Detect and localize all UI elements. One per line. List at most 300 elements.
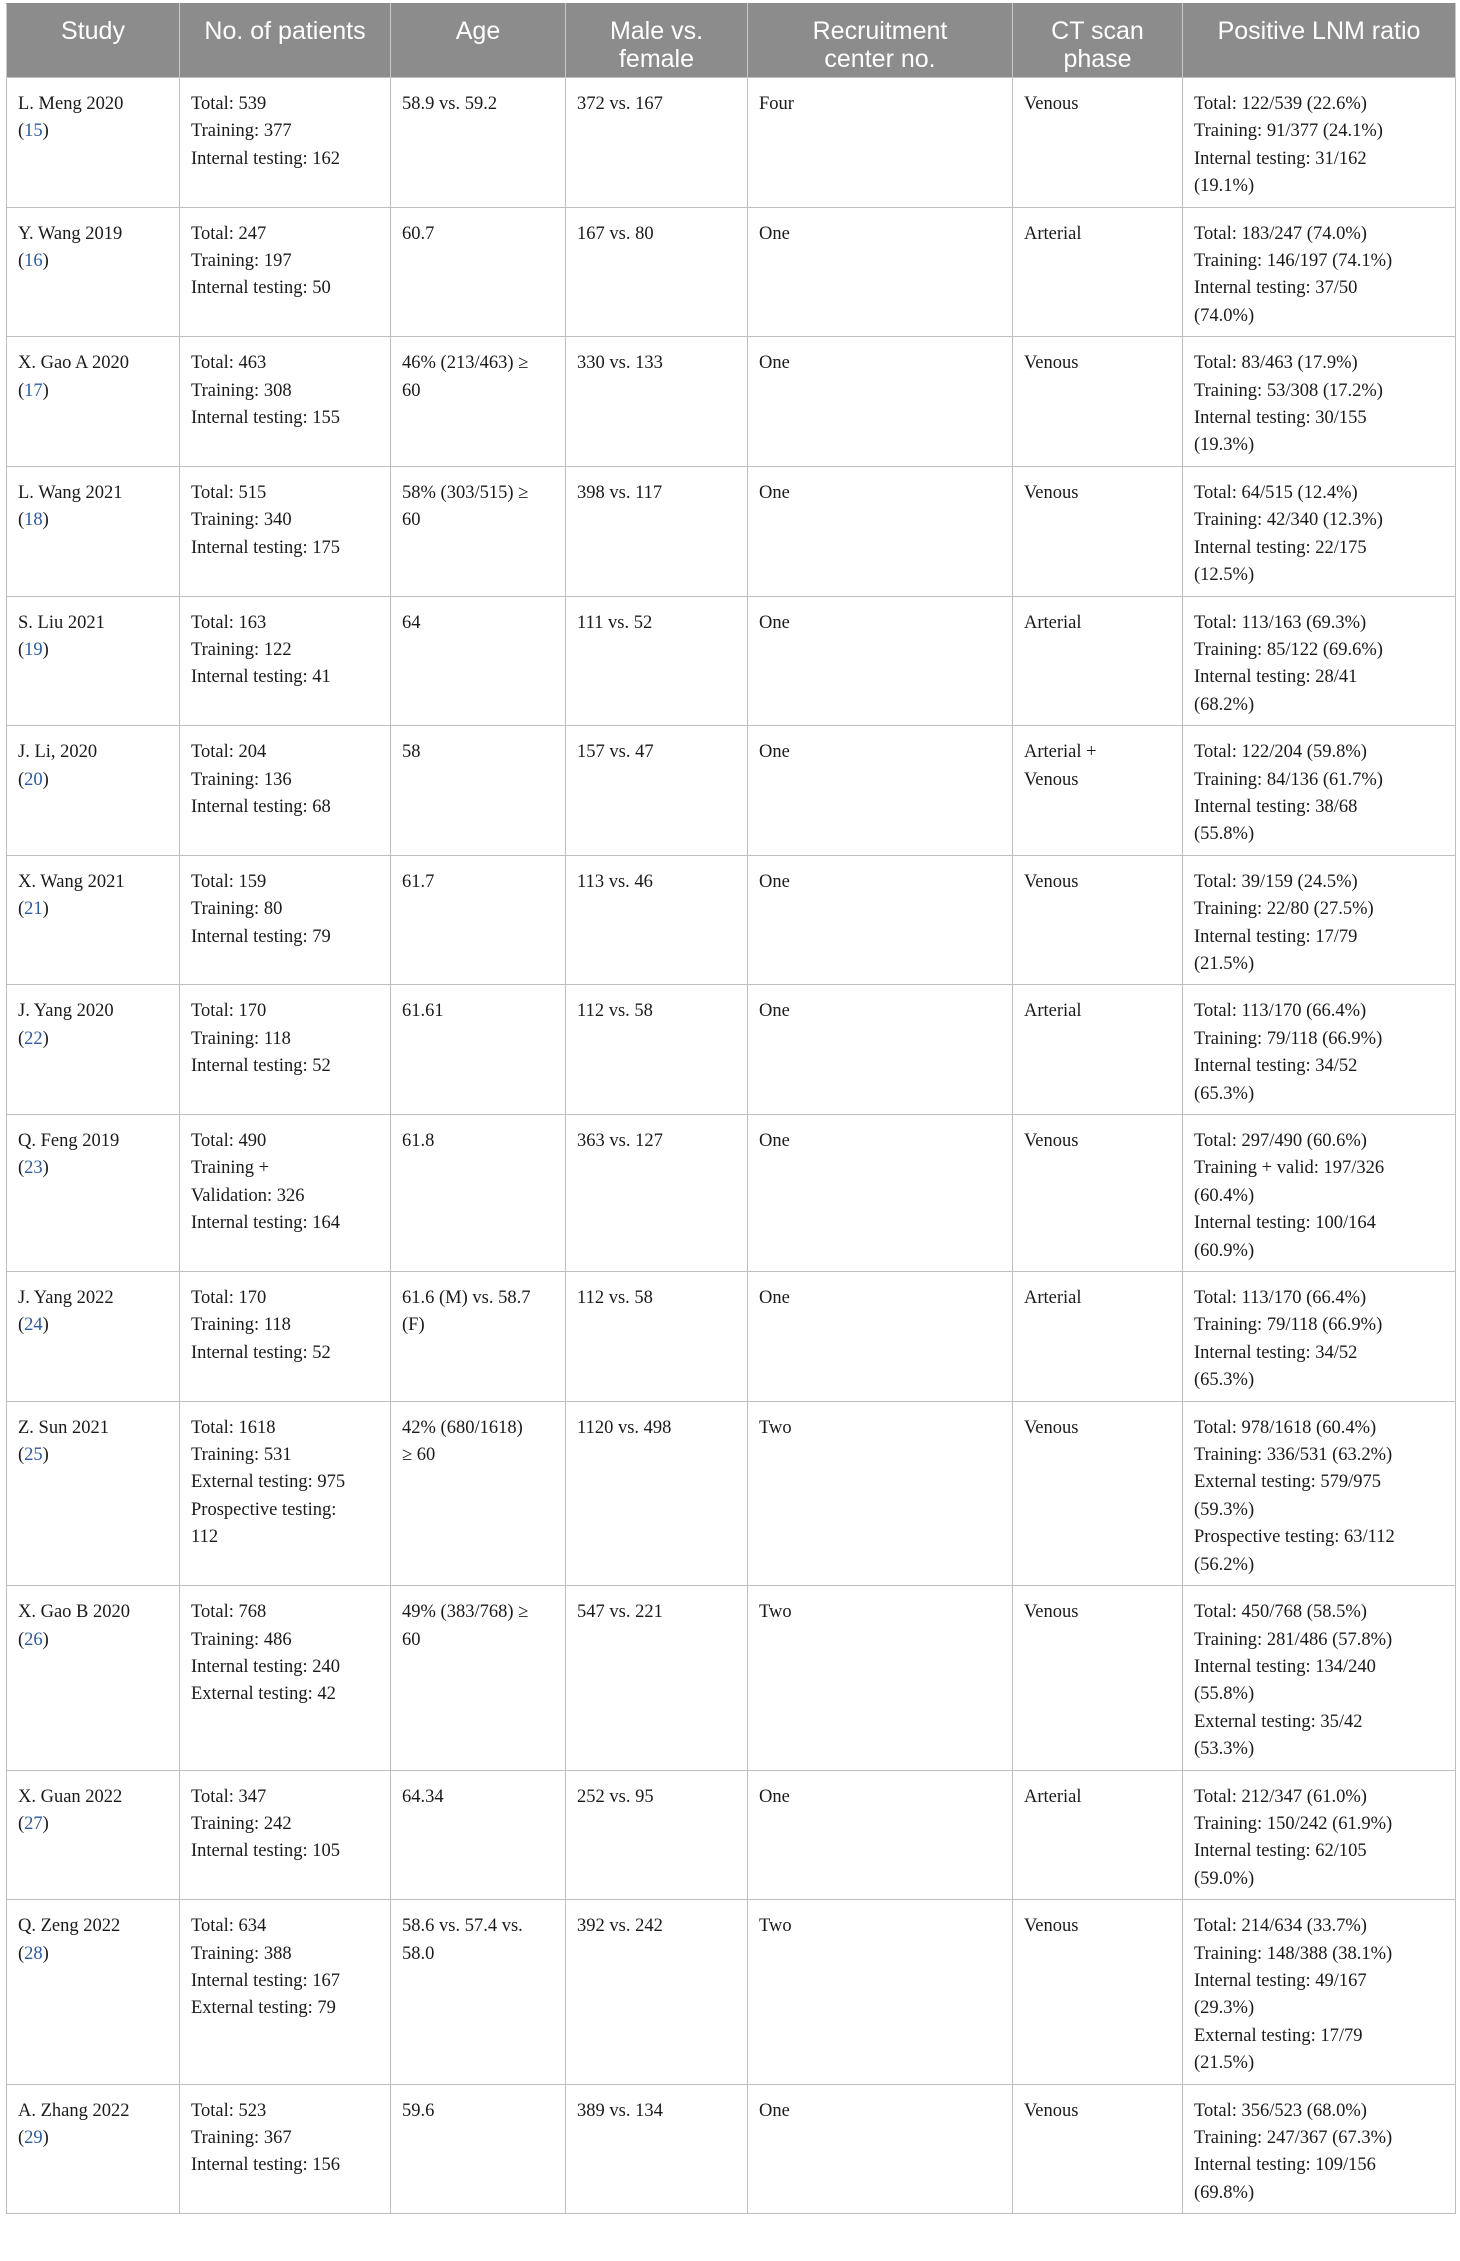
reference-citation: (29) xyxy=(18,2128,49,2148)
cell-patients xyxy=(180,337,391,467)
cell-lnm-line: Internal testing: 134/240 xyxy=(1194,1656,1376,1677)
cell-patients xyxy=(180,985,391,1115)
cell-study xyxy=(7,337,180,467)
study-name: J. Yang 2022 xyxy=(18,1288,114,1309)
cell-age-line: 42% (680/1618) xyxy=(402,1417,523,1438)
header-study xyxy=(7,4,180,78)
cell-patients-line: Internal testing: 41 xyxy=(191,667,331,688)
reference-link[interactable]: 26 xyxy=(24,1629,43,1650)
cell-patients xyxy=(180,207,391,337)
cell-age-line: 61.7 xyxy=(402,871,435,892)
study-name: X. Gao A 2020 xyxy=(18,353,129,374)
table-row xyxy=(7,2084,1456,2214)
cell-sex-line: 389 vs. 134 xyxy=(577,2100,663,2121)
table-row xyxy=(7,1272,1456,1402)
cell-patients-line: Training: 388 xyxy=(191,1943,292,1964)
cell-patients xyxy=(180,1900,391,2084)
cell-lnm-line: (19.1%) xyxy=(1194,176,1255,197)
cell-patients-line: Training: 118 xyxy=(191,1028,291,1049)
reference-link[interactable]: 27 xyxy=(24,1813,43,1834)
table-row xyxy=(7,855,1456,985)
reference-link[interactable]: 19 xyxy=(24,639,43,660)
cell-patients-line: Total: 463 xyxy=(191,353,267,374)
table-row xyxy=(7,1401,1456,1585)
cell-sex xyxy=(566,1115,748,1272)
cell-lnm-line: Training: 53/308 (17.2%) xyxy=(1194,380,1383,401)
cell-sex xyxy=(566,1900,748,2084)
cell-sex-line: 392 vs. 242 xyxy=(577,1916,663,1937)
cell-lnm xyxy=(1183,78,1456,208)
cell-center-line: One xyxy=(759,612,790,633)
cell-lnm-line: Internal testing: 34/52 xyxy=(1194,1342,1358,1363)
table-row xyxy=(7,207,1456,337)
study-name: J. Li, 2020 xyxy=(18,742,98,763)
reference-citation: (24) xyxy=(18,1315,49,1336)
cell-sex xyxy=(566,2084,748,2214)
cell-lnm-line: (55.8%) xyxy=(1194,824,1255,845)
cell-center xyxy=(748,1900,1013,2084)
cell-phase xyxy=(1013,855,1183,985)
cell-patients-line: Total: 539 xyxy=(191,94,267,114)
cell-patients xyxy=(180,78,391,208)
cell-phase-line: Arterial + xyxy=(1024,742,1097,763)
study-characteristics-table xyxy=(6,3,1456,2214)
cell-study xyxy=(7,2084,180,2214)
cell-phase xyxy=(1013,596,1183,726)
cell-patients-line: Training + xyxy=(191,1158,270,1179)
cell-phase xyxy=(1013,985,1183,1115)
header-phase xyxy=(1013,4,1183,78)
reference-link[interactable]: 28 xyxy=(24,1943,43,1964)
cell-center-line: Two xyxy=(759,1417,792,1438)
reference-citation: (21) xyxy=(18,899,49,920)
table-header-row xyxy=(7,4,1456,78)
cell-age-line: 58% (303/515) ≥ xyxy=(402,482,529,503)
cell-study xyxy=(7,726,180,856)
header-label: Positive LNM ratio xyxy=(1217,17,1421,45)
cell-patients-line: Internal testing: 68 xyxy=(191,796,331,817)
cell-patients-line: Total: 247 xyxy=(191,223,267,244)
cell-patients xyxy=(180,1272,391,1402)
cell-patients-line: Training: 377 xyxy=(191,121,292,142)
cell-lnm-line: Training: 84/136 (61.7%) xyxy=(1194,769,1383,790)
reference-citation: (20) xyxy=(18,769,49,790)
cell-patients-line: Total: 159 xyxy=(191,871,267,892)
cell-center-line: One xyxy=(759,353,790,374)
cell-center-line: Four xyxy=(759,94,794,114)
reference-link[interactable]: 17 xyxy=(24,380,43,401)
cell-sex-line: 363 vs. 127 xyxy=(577,1131,663,1151)
cell-lnm-line: Total: 113/170 (66.4%) xyxy=(1194,1288,1367,1309)
cell-lnm-line: Training: 79/118 (66.9%) xyxy=(1194,1315,1383,1336)
cell-age xyxy=(391,1900,566,2084)
cell-patients-line: Total: 170 xyxy=(191,1288,267,1309)
reference-citation: (18) xyxy=(18,510,49,531)
cell-phase xyxy=(1013,726,1183,856)
cell-patients-line: Internal testing: 167 xyxy=(191,1970,340,1991)
cell-patients-line: Internal testing: 52 xyxy=(191,1056,331,1077)
cell-lnm-line: Total: 212/347 (61.0%) xyxy=(1194,1786,1367,1807)
cell-lnm xyxy=(1183,1770,1456,1900)
cell-center xyxy=(748,78,1013,208)
cell-patients-line: Internal testing: 156 xyxy=(191,2155,340,2176)
cell-center xyxy=(748,207,1013,337)
reference-link[interactable]: 16 xyxy=(24,251,43,272)
cell-lnm-line: Total: 39/159 (24.5%) xyxy=(1194,871,1358,892)
study-name: Z. Sun 2021 xyxy=(18,1417,109,1438)
cell-phase xyxy=(1013,1115,1183,1272)
cell-sex-line: 167 vs. 80 xyxy=(577,223,654,244)
header-label: center no. xyxy=(824,45,936,73)
cell-lnm-line: (55.8%) xyxy=(1194,1684,1255,1705)
cell-center xyxy=(748,1401,1013,1585)
cell-lnm-line: Total: 122/539 (22.6%) xyxy=(1194,94,1367,114)
cell-lnm-line: Internal testing: 17/79 xyxy=(1194,926,1358,947)
reference-citation: (23) xyxy=(18,1158,49,1179)
study-table-container xyxy=(6,3,1455,2214)
cell-age-line: 49% (383/768) ≥ xyxy=(402,1602,529,1623)
cell-lnm-line: Internal testing: 34/52 xyxy=(1194,1056,1358,1077)
cell-lnm-line: Internal testing: 49/167 xyxy=(1194,1970,1367,1991)
cell-center xyxy=(748,726,1013,856)
cell-center-line: One xyxy=(759,223,790,244)
cell-lnm-line: (21.5%) xyxy=(1194,953,1255,974)
reference-citation: (15) xyxy=(18,121,49,142)
cell-lnm-line: (60.4%) xyxy=(1194,1185,1255,1206)
cell-patients xyxy=(180,1770,391,1900)
cell-lnm-line: Total: 297/490 (60.6%) xyxy=(1194,1131,1367,1151)
cell-sex xyxy=(566,1272,748,1402)
cell-phase-line: Arterial xyxy=(1024,1786,1082,1807)
cell-lnm-line: Total: 64/515 (12.4%) xyxy=(1194,482,1358,503)
cell-patients-line: Total: 170 xyxy=(191,1001,267,1022)
reference-citation: (22) xyxy=(18,1028,49,1049)
cell-center-line: One xyxy=(759,482,790,503)
cell-sex-line: 157 vs. 47 xyxy=(577,742,654,763)
cell-lnm-line: Prospective testing: 63/112 xyxy=(1194,1527,1395,1548)
cell-patients-line: 112 xyxy=(191,1527,219,1548)
table-row xyxy=(7,337,1456,467)
cell-lnm xyxy=(1183,726,1456,856)
cell-age xyxy=(391,337,566,467)
cell-lnm xyxy=(1183,1586,1456,1770)
cell-sex xyxy=(566,1770,748,1900)
cell-phase-line: Venous xyxy=(1024,1417,1079,1438)
cell-age xyxy=(391,1770,566,1900)
cell-phase-line: Venous xyxy=(1024,1602,1079,1623)
header-center xyxy=(748,4,1013,78)
cell-lnm-line: Internal testing: 31/162 xyxy=(1194,148,1367,169)
header-label: Recruitment xyxy=(812,17,948,45)
cell-age-line: 58.0 xyxy=(402,1943,435,1964)
cell-lnm-line: Training: 146/197 (74.1%) xyxy=(1194,251,1393,272)
cell-age xyxy=(391,2084,566,2214)
cell-lnm-line: Training: 336/531 (63.2%) xyxy=(1194,1445,1393,1466)
cell-center-line: One xyxy=(759,2100,790,2121)
table-row xyxy=(7,1900,1456,2084)
cell-phase xyxy=(1013,1401,1183,1585)
cell-lnm-line: Internal testing: 109/156 xyxy=(1194,2155,1376,2176)
cell-lnm-line: (56.2%) xyxy=(1194,1554,1255,1575)
cell-study xyxy=(7,207,180,337)
table-row xyxy=(7,1586,1456,1770)
cell-center xyxy=(748,985,1013,1115)
cell-lnm-line: Training: 150/242 (61.9%) xyxy=(1194,1813,1393,1834)
cell-phase xyxy=(1013,2084,1183,2214)
cell-center xyxy=(748,337,1013,467)
cell-lnm xyxy=(1183,1900,1456,2084)
reference-citation: (17) xyxy=(18,380,49,401)
table-body xyxy=(7,78,1456,2214)
cell-age-line: 60.7 xyxy=(402,223,435,244)
cell-sex xyxy=(566,596,748,726)
cell-patients-line: Total: 347 xyxy=(191,1786,267,1807)
cell-lnm xyxy=(1183,1401,1456,1585)
cell-center xyxy=(748,2084,1013,2214)
cell-lnm-line: Internal testing: 37/50 xyxy=(1194,278,1358,299)
cell-lnm-line: (59.3%) xyxy=(1194,1499,1255,1520)
cell-sex-line: 252 vs. 95 xyxy=(577,1786,654,1807)
cell-center-line: Two xyxy=(759,1916,792,1937)
cell-sex-line: 547 vs. 221 xyxy=(577,1602,663,1623)
reference-link[interactable]: 22 xyxy=(24,1028,43,1049)
cell-patients-line: Total: 490 xyxy=(191,1131,267,1151)
cell-patients-line: Total: 634 xyxy=(191,1916,267,1937)
cell-phase-line: Arterial xyxy=(1024,223,1082,244)
cell-center xyxy=(748,466,1013,596)
cell-center xyxy=(748,1115,1013,1272)
cell-lnm xyxy=(1183,985,1456,1115)
cell-lnm-line: Internal testing: 100/164 xyxy=(1194,1213,1376,1234)
cell-lnm-line: (19.3%) xyxy=(1194,435,1255,456)
cell-study xyxy=(7,1115,180,1272)
reference-link[interactable]: 25 xyxy=(24,1445,43,1466)
reference-link[interactable]: 15 xyxy=(24,121,43,142)
reference-citation: (25) xyxy=(18,1445,49,1466)
study-name: Y. Wang 2019 xyxy=(18,223,123,244)
study-name: X. Guan 2022 xyxy=(18,1786,123,1807)
cell-phase xyxy=(1013,1272,1183,1402)
cell-patients-line: Training: 367 xyxy=(191,2128,292,2148)
cell-patients-line: Internal testing: 155 xyxy=(191,408,340,429)
header-age xyxy=(391,4,566,78)
header-lnm xyxy=(1183,4,1456,78)
cell-patients xyxy=(180,466,391,596)
cell-study xyxy=(7,78,180,208)
cell-patients-line: Internal testing: 164 xyxy=(191,1213,340,1234)
cell-sex-line: 112 vs. 58 xyxy=(577,1288,653,1309)
cell-age xyxy=(391,985,566,1115)
study-name: Q. Zeng 2022 xyxy=(18,1916,121,1937)
cell-lnm-line: Internal testing: 22/175 xyxy=(1194,537,1367,558)
cell-lnm-line: (65.3%) xyxy=(1194,1370,1255,1391)
cell-center xyxy=(748,1272,1013,1402)
cell-lnm-line: Total: 113/163 (69.3%) xyxy=(1194,612,1367,633)
cell-lnm-line: Total: 214/634 (33.7%) xyxy=(1194,1916,1367,1937)
cell-patients-line: Training: 486 xyxy=(191,1629,292,1650)
cell-center-line: One xyxy=(759,1288,790,1309)
header-label: Study xyxy=(61,17,125,45)
study-name: L. Wang 2021 xyxy=(18,482,123,503)
cell-sex-line: 1120 vs. 498 xyxy=(577,1417,672,1438)
cell-sex-line: 398 vs. 117 xyxy=(577,482,663,503)
cell-patients-line: External testing: 975 xyxy=(191,1472,346,1493)
cell-lnm xyxy=(1183,1115,1456,1272)
cell-center xyxy=(748,855,1013,985)
cell-age-line: 60 xyxy=(402,510,421,531)
cell-center-line: One xyxy=(759,742,790,763)
cell-sex-line: 330 vs. 133 xyxy=(577,353,663,374)
cell-lnm-line: Total: 450/768 (58.5%) xyxy=(1194,1602,1367,1623)
cell-age-line: (F) xyxy=(402,1315,425,1336)
table-row xyxy=(7,78,1456,208)
cell-sex xyxy=(566,985,748,1115)
reference-citation: (16) xyxy=(18,251,49,272)
cell-patients xyxy=(180,1586,391,1770)
cell-phase-line: Venous xyxy=(1024,871,1079,892)
cell-age xyxy=(391,596,566,726)
cell-age xyxy=(391,855,566,985)
reference-link[interactable]: 18 xyxy=(24,510,43,531)
cell-lnm xyxy=(1183,596,1456,726)
header-label: CT scan xyxy=(1051,17,1144,45)
cell-phase-line: Venous xyxy=(1024,1916,1079,1937)
cell-patients-line: Internal testing: 52 xyxy=(191,1342,331,1363)
cell-center xyxy=(748,1770,1013,1900)
cell-age-line: 60 xyxy=(402,380,421,401)
cell-sex xyxy=(566,1586,748,1770)
cell-sex xyxy=(566,78,748,208)
cell-phase-line: Venous xyxy=(1024,94,1079,114)
cell-study xyxy=(7,596,180,726)
cell-patients-line: Internal testing: 50 xyxy=(191,278,331,299)
reference-link[interactable]: 29 xyxy=(24,2128,43,2148)
cell-lnm-line: (65.3%) xyxy=(1194,1083,1255,1104)
cell-center-line: Two xyxy=(759,1602,792,1623)
cell-lnm-line: Internal testing: 62/105 xyxy=(1194,1841,1367,1862)
cell-patients-line: Training: 242 xyxy=(191,1813,292,1834)
cell-sex-line: 372 vs. 167 xyxy=(577,94,663,114)
cell-age xyxy=(391,1586,566,1770)
cell-patients-line: Internal testing: 105 xyxy=(191,1841,340,1862)
cell-patients-line: Prospective testing: xyxy=(191,1499,337,1520)
cell-study xyxy=(7,1900,180,2084)
cell-lnm-line: Internal testing: 38/68 xyxy=(1194,796,1358,817)
reference-citation: (27) xyxy=(18,1813,49,1834)
cell-lnm-line: (74.0%) xyxy=(1194,305,1255,326)
cell-lnm-line: Training: 148/388 (38.1%) xyxy=(1194,1943,1393,1964)
reference-citation: (26) xyxy=(18,1629,49,1650)
cell-patients-line: Total: 515 xyxy=(191,482,267,503)
reference-link[interactable]: 20 xyxy=(24,769,43,790)
cell-center-line: One xyxy=(759,1131,790,1151)
header-label: female xyxy=(618,45,695,73)
table-row xyxy=(7,985,1456,1115)
header-sex xyxy=(566,4,748,78)
cell-age xyxy=(391,207,566,337)
cell-center xyxy=(748,596,1013,726)
cell-lnm-line: Internal testing: 30/155 xyxy=(1194,408,1367,429)
cell-patients xyxy=(180,1401,391,1585)
cell-patients-line: Training: 136 xyxy=(191,769,292,790)
cell-center-line: One xyxy=(759,1001,790,1022)
cell-age xyxy=(391,78,566,208)
header-label: Male vs. xyxy=(609,17,704,45)
cell-age-line: 58 xyxy=(402,742,421,763)
cell-patients-line: External testing: 79 xyxy=(191,1998,336,2019)
header-label: phase xyxy=(1063,45,1132,73)
cell-phase-line: Venous xyxy=(1024,1131,1079,1151)
cell-patients-line: Internal testing: 79 xyxy=(191,926,331,947)
cell-patients xyxy=(180,855,391,985)
cell-age-line: 58.9 vs. 59.2 xyxy=(402,94,498,114)
study-name: X. Wang 2021 xyxy=(18,871,125,892)
cell-age xyxy=(391,1272,566,1402)
reference-link[interactable]: 23 xyxy=(24,1158,43,1179)
cell-lnm xyxy=(1183,337,1456,467)
study-name: S. Liu 2021 xyxy=(18,612,105,633)
reference-link[interactable]: 24 xyxy=(24,1315,43,1336)
cell-lnm-line: Training: 281/486 (57.8%) xyxy=(1194,1629,1393,1650)
cell-patients-line: Training: 340 xyxy=(191,510,292,531)
cell-age-line: 61.8 xyxy=(402,1131,435,1151)
table-row xyxy=(7,1770,1456,1900)
study-name: X. Gao B 2020 xyxy=(18,1602,131,1623)
cell-phase-line: Arterial xyxy=(1024,1288,1082,1309)
cell-sex xyxy=(566,207,748,337)
cell-phase-line: Venous xyxy=(1024,769,1079,790)
cell-patients xyxy=(180,726,391,856)
cell-patients-line: Training: 308 xyxy=(191,380,292,401)
cell-age xyxy=(391,1401,566,1585)
cell-age xyxy=(391,1115,566,1272)
cell-lnm xyxy=(1183,2084,1456,2214)
cell-patients xyxy=(180,596,391,726)
cell-patients-line: Total: 768 xyxy=(191,1602,267,1623)
cell-lnm-line: (60.9%) xyxy=(1194,1240,1255,1261)
reference-link[interactable]: 21 xyxy=(24,899,43,920)
cell-lnm-line: Training: 42/340 (12.3%) xyxy=(1194,510,1383,531)
table-row xyxy=(7,726,1456,856)
header-patients xyxy=(180,4,391,78)
cell-study xyxy=(7,1770,180,1900)
cell-patients-line: Training: 80 xyxy=(191,899,283,920)
header-label: Age xyxy=(455,17,501,45)
cell-age-line: 61.61 xyxy=(402,1001,444,1022)
cell-phase xyxy=(1013,337,1183,467)
cell-patients-line: Validation: 326 xyxy=(191,1185,305,1206)
cell-lnm-line: (12.5%) xyxy=(1194,565,1255,586)
cell-lnm xyxy=(1183,1272,1456,1402)
cell-sex xyxy=(566,337,748,467)
cell-phase-line: Arterial xyxy=(1024,1001,1082,1022)
cell-lnm-line: Training + valid: 197/326 xyxy=(1194,1158,1385,1179)
reference-citation: (28) xyxy=(18,1943,49,1964)
cell-lnm-line: Training: 91/377 (24.1%) xyxy=(1194,121,1383,142)
cell-phase xyxy=(1013,466,1183,596)
study-name: L. Meng 2020 xyxy=(18,94,124,114)
cell-patients-line: Total: 1618 xyxy=(191,1417,276,1438)
cell-lnm-line: Total: 183/247 (74.0%) xyxy=(1194,223,1367,244)
cell-lnm-line: (59.0%) xyxy=(1194,1868,1255,1889)
cell-center xyxy=(748,1586,1013,1770)
cell-sex xyxy=(566,726,748,856)
cell-lnm-line: Training: 85/122 (69.6%) xyxy=(1194,639,1383,660)
cell-study xyxy=(7,1586,180,1770)
cell-patients-line: Training: 531 xyxy=(191,1445,292,1466)
cell-phase-line: Venous xyxy=(1024,2100,1079,2121)
cell-center-line: One xyxy=(759,871,790,892)
